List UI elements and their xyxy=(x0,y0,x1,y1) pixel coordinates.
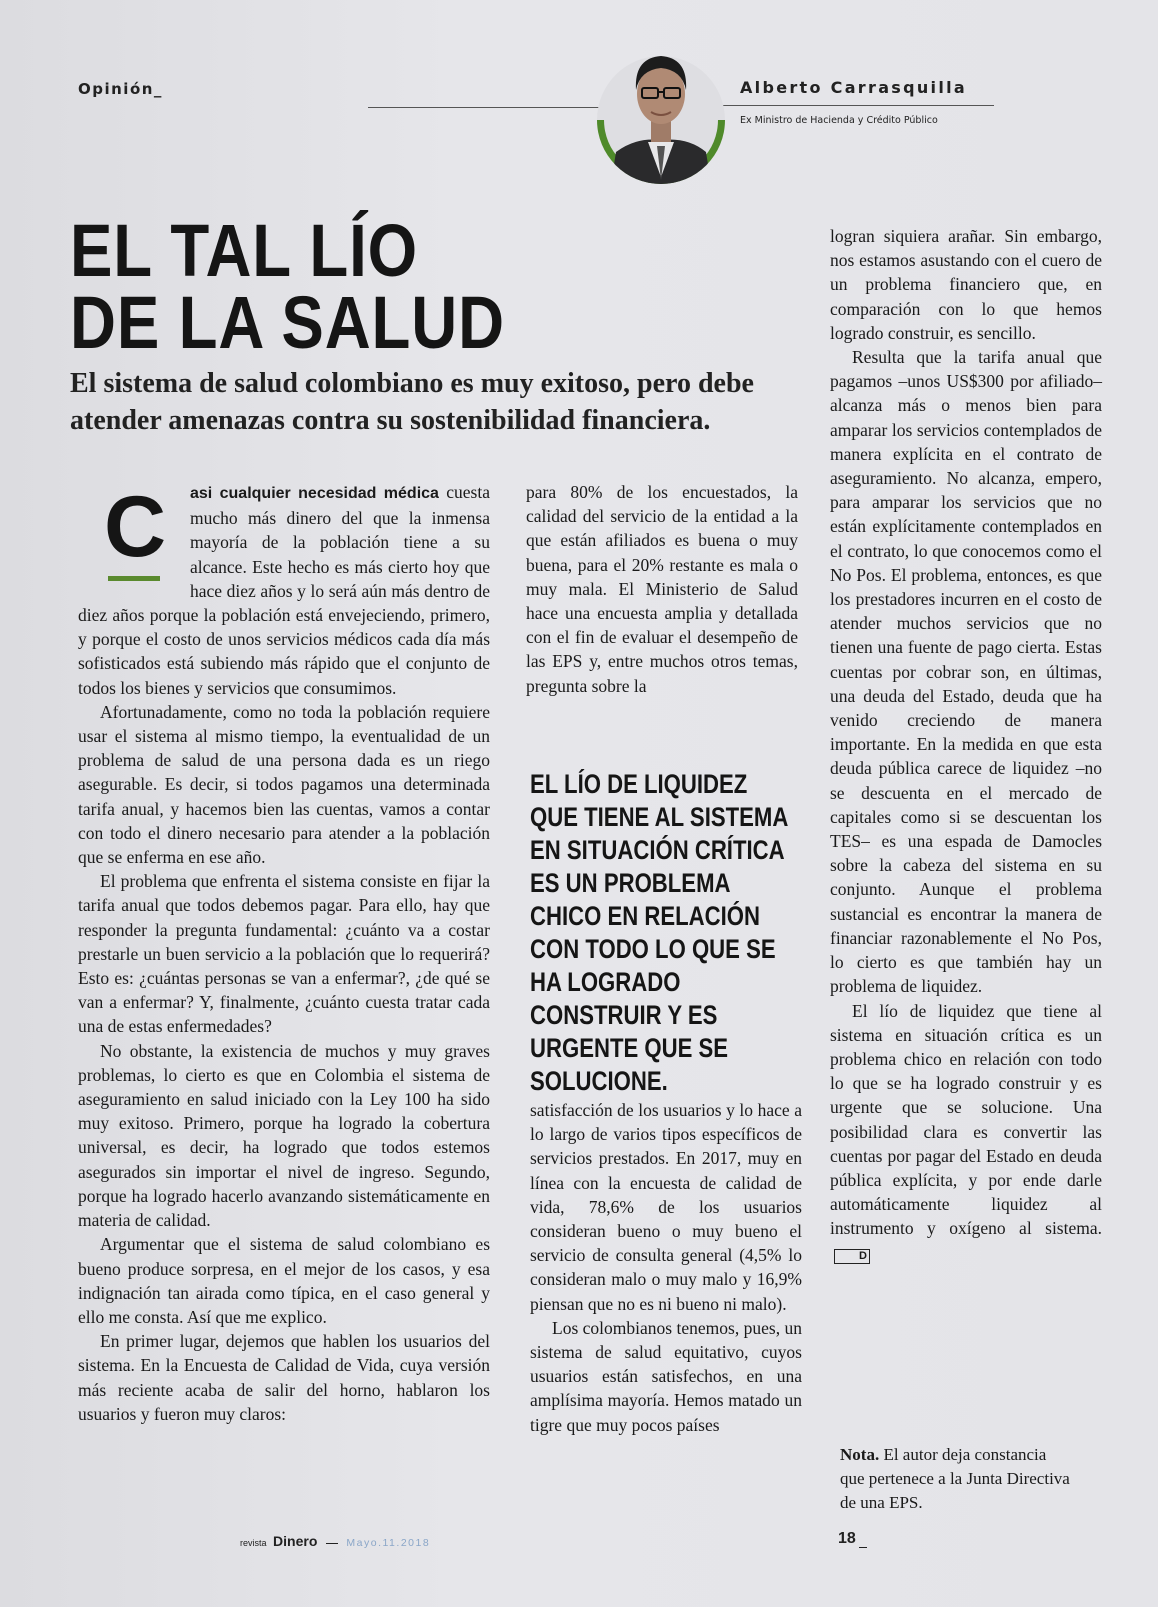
footer-separator xyxy=(326,1543,338,1544)
page-number xyxy=(838,1530,867,1548)
drop-cap-letter: C xyxy=(104,479,167,575)
article-deck: El sistema de salud colombiano es muy exitoso, pero debe atender amenazas contra su sostenibilidad financiera. xyxy=(70,368,754,436)
footer-credit xyxy=(240,1533,430,1549)
author-portrait xyxy=(596,32,726,202)
column-2-bottom xyxy=(530,1098,802,1437)
lead-in: asi cualquier necesidad médica xyxy=(190,485,439,502)
headline-line-1: EL TAL LÍO xyxy=(70,209,419,292)
drop-cap-underline xyxy=(108,576,160,581)
pull-quote: EL LÍO DE LIQUIDEZ QUE TIENE AL SISTEMA EN SITUACIÓN CRÍTICA ES UN PROBLEMA CHICO EN RELACIÓN CON TODO LO QUE SE HA LOGRADO CONSTRUIR Y ES URGENTE QUE SE SOLUCIONE. xyxy=(530,769,788,1096)
paragraph-2: Afortunadamente, como no toda la población requiere usar el sistema al mismo tiempo, la eventualidad de un problema de salud de una persona dada es un riego asegurable. Es decir, si todos pagamos una determinada tarifa anual, y hacemos bien las cuentas, vamos a contar con todo el dinero necesario para atender a la población que se enferma en ese año. xyxy=(78,701,490,868)
footer-prefix: revista xyxy=(240,1538,267,1548)
author-note xyxy=(840,1443,1072,1515)
paragraph-7-continued: logran siquiera arañar. Sin embargo, nos estamos asustando con el cuero de un problema financiero que, en comparación con lo que hemos logrado construir, es sencillo. xyxy=(830,226,1102,343)
author-name: Alberto Carrasquilla xyxy=(740,78,968,97)
end-mark-icon: D xyxy=(834,1249,870,1264)
paragraph-5: Argumentar que el sistema de salud colombiano es bueno produce sorpresa, en el mejor de los casos, y esa indignación tan airada como típica, en el caso general y ello me consta. Así que me explico. xyxy=(78,1234,490,1327)
note-text: El autor deja constancia que pertenece a la Junta Directiva de una EPS. xyxy=(840,1445,1070,1512)
issue-date: Mayo.11.2018 xyxy=(346,1537,431,1549)
paragraph-9 xyxy=(830,999,1102,1265)
column-3 xyxy=(830,224,1102,1265)
drop-cap xyxy=(78,480,186,592)
page-number-tick xyxy=(859,1547,867,1548)
headline-line-2: DE LA SALUD xyxy=(70,281,505,364)
column-2-top xyxy=(526,480,798,698)
note-label: Nota. xyxy=(840,1445,880,1464)
magazine-name: Dinero xyxy=(273,1533,318,1549)
header-rule-left xyxy=(368,107,608,108)
header-rule-right xyxy=(718,105,994,106)
section-label: Opinión_ xyxy=(78,80,163,98)
author-role: Ex Ministro de Hacienda y Crédito Público xyxy=(740,115,938,126)
paragraph-4: No obstante, la existencia de muchos y muy graves problemas, lo cierto es que en Colombia el sistema de aseguramiento en salud iniciado con la Ley 100 ha sido muy exitoso. Primero, porque ha logrado la cobertura universal, es decir, ha logrado que todos estemos asegurados sin importar el nivel de ingreso. Segundo, porque ha logrado hacerlo avanzando sistemáticamente en materia de calidad. xyxy=(78,1040,490,1231)
paragraph-9-text: El lío de liquidez que tiene al sistema en situación crítica es un problema chico en relación con todo lo que se ha logrado construir y es urgente que se solucione. Una posibilidad clara es convertir las cuentas por pagar del Estado en deuda pública explícita, y por ende darle automáticamente liquidez al instrumento y oxígeno al sistema. xyxy=(830,1000,1102,1239)
headline xyxy=(70,209,505,364)
paragraph-1: cuesta mucho más dinero del que la inmensa mayoría de la población tiene a su alcance. Este hecho es más cierto hoy que hace diez años y lo será aún más dentro de diez años porque la población está envejeciendo, primero, y porque el costo de unos servicios médicos cada día más sofisticados está subiendo más rápido que el conjunto de todos los bienes y servicios que consumimos. xyxy=(78,482,490,698)
page-number-value: 18 xyxy=(838,1530,856,1547)
paragraph-8: Resulta que la tarifa anual que pagamos –unos US$300 por afiliado– alcanza más o menos bien para amparar los servicios contemplados de manera explícita en el contrato de aseguramiento. No alcanza, empero, para amparar los servicios que no están explícitamente contemplados en el contrato, lo que conocemos como el No Pos. El problema, entonces, es que los prestadores incurren en el costo de atender muchos servicios que no tienen una fuente de pago cierta. Estas cuentas por cobrar son, en últimas, una deuda del Estado, deuda que ha venido creciendo de manera importante. En la medida en que esta deuda pública carece de liquidez –no se descuenta en el mercado de capitales como si se descuentan los TES– es una espada de Damocles sobre la cabeza del sistema en su conjunto. Aunque el problema sustancial es encontrar la manera de financiar razonablemente el No Pos, lo cierto es que también hay un problema de liquidez. xyxy=(830,347,1102,997)
column-1 xyxy=(78,480,490,1426)
paragraph-6-end: satisfacción de los usuarios y lo hace a lo largo de varios tipos específicos de servicios prestados. En 2017, muy en línea con la encuesta de calidad de vida, 78,6% de los usuarios consideran bueno o muy bueno el servicio de consulta general (4,5% lo consideran malo o muy malo y 16,9% piensan que no es ni bueno ni malo). xyxy=(530,1100,802,1314)
paragraph-6: En primer lugar, dejemos que hablen los usuarios del sistema. En la Encuesta de Calidad de Vida, cuya versión más reciente acaba de salir del horno, hablaron los usuarios y fueron muy claros: xyxy=(78,1331,490,1424)
paragraph-6-continued: para 80% de los encuestados, la calidad del servicio de la entidad a la que están afiliados es buena o muy buena, para el 20% restante es mala o muy mala. El Ministerio de Salud hace una encuesta amplia y detallada con el fin de evaluar el desempeño de las EPS y, entre muchos otros temas, pregunta sobre la xyxy=(526,482,798,696)
paragraph-7: Los colombianos tenemos, pues, un sistema de salud equitativo, cuyos usuarios están satisfechos, en una amplísima mayoría. Hemos matado un tigre que muy pocos países xyxy=(530,1317,802,1435)
paragraph-3: El problema que enfrenta el sistema consiste en fijar la tarifa anual que todos debemos pagar. Para ello, hay que responder la pregunta fundamental: ¿cuánto va a costar prestarle un buen servicio a la población que lo requerirá? Esto es: ¿cuántas personas se van a enfermar?, ¿de qué se van a enfermar? Y, finalmente, ¿cuánto cuesta tratar cada una de estas enfermedades? xyxy=(78,871,490,1037)
